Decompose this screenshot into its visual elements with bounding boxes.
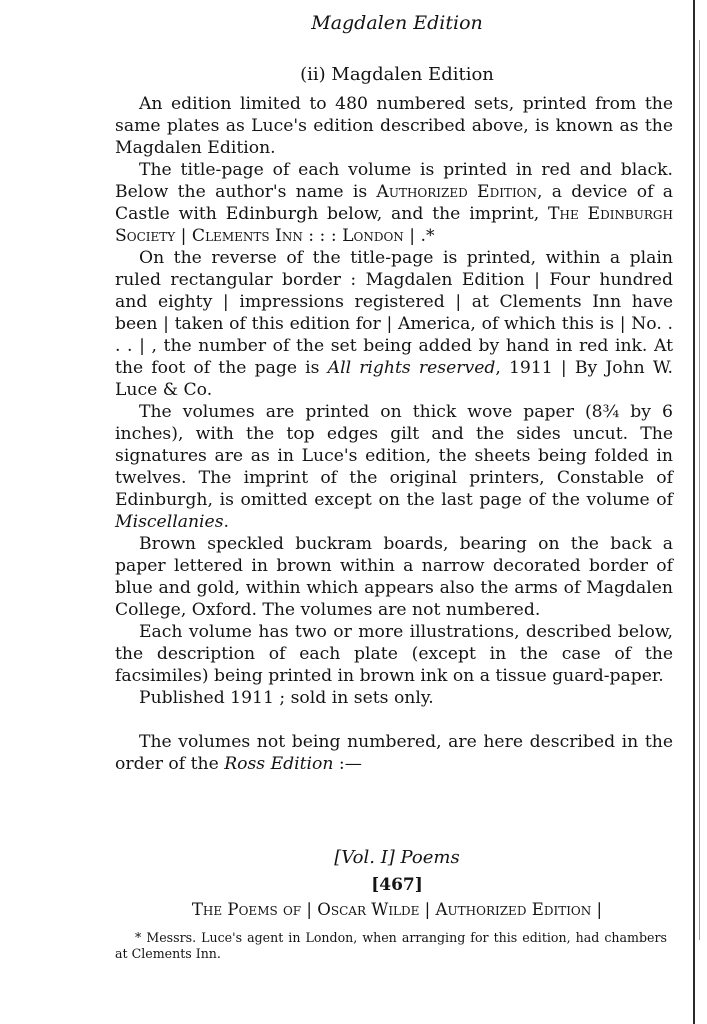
paragraph-published: Published 1911 ; sold in sets only.: [139, 688, 434, 708]
italic-run: All rights reserved: [327, 358, 496, 378]
text-run: , a device of a Castle with Edinburgh below, and the imprint,: [115, 182, 673, 224]
page-number: [467]: [371, 875, 423, 895]
paragraph-paper: [115, 401, 673, 533]
volume-title: [Vol. I] Poems: [334, 847, 460, 868]
text-run: :—: [333, 754, 362, 774]
paragraph-reverse-title-page: [115, 247, 673, 401]
paragraph-order: [115, 731, 673, 775]
italic-run: Ross Edition: [224, 754, 334, 774]
title-transcription: The Poems of | Oscar Wilde | Authorized Edition |: [191, 900, 603, 919]
running-head: Magdalen Edition: [311, 12, 483, 34]
text-run: The volumes not being numbered, are here described in the order of the: [115, 732, 673, 774]
body-text: [115, 93, 673, 775]
footnote: * Messrs. Luce's agent in London, when arranging for this edition, had chambers at Clements Inn.: [115, 930, 667, 961]
paragraph-edition-limit: An edition limited to 480 numbered sets, printed from the same plates as Luce's edition described above, is known as the Magdalen Edition.: [115, 94, 673, 158]
paragraph-illustrations: Each volume has two or more illustrations, described below, the description of each plate (except in the case of the facsimiles) being printed in brown ink on a tissue guard-paper.: [115, 622, 673, 686]
paragraph-binding: Brown speckled buckram boards, bearing on the back a paper lettered in brown within a narrow decorated border of blue and gold, within which appears also the arms of Magdalen College, Oxford. The volumes are not numbered.: [115, 534, 673, 620]
text-run: The title-page of each volume is printed in red and black. Below the author's name is: [115, 160, 673, 202]
text-run: .: [223, 512, 229, 532]
page-edge-line: [693, 0, 695, 1024]
italic-run: Miscellanies: [115, 512, 224, 532]
small-caps-run: Authorized Edition: [376, 182, 538, 202]
text-run: On the reverse of the title-page is printed, within a plain ruled rectangular border : Magdalen Edition | Four hundred and eighty | impressions registered | at Clements Inn have been | taken of this edition for | America, of which this is | No. . . . | , the number of the set being added by hand in red ink. At the foot of the page is: [115, 248, 673, 378]
paragraph-title-page: [115, 159, 673, 247]
text-run: The volumes are printed on thick wove paper (8¾ by 6 inches), with the top edges gilt and the sides uncut. The signatures are as in Luce's edition, the sheets being folded in twelves. The imprint of the original printers, Constable of Edinburgh, is omitted except on the last page of the volume of: [115, 402, 673, 510]
page-edge-shadow: [699, 40, 700, 940]
section-title: (ii) Magdalen Edition: [300, 64, 494, 85]
text-run: , 1911 | By John W. Luce & Co.: [115, 358, 673, 400]
small-caps-run: The Edinburgh Society | Clements Inn : : : London | .*: [115, 204, 673, 246]
